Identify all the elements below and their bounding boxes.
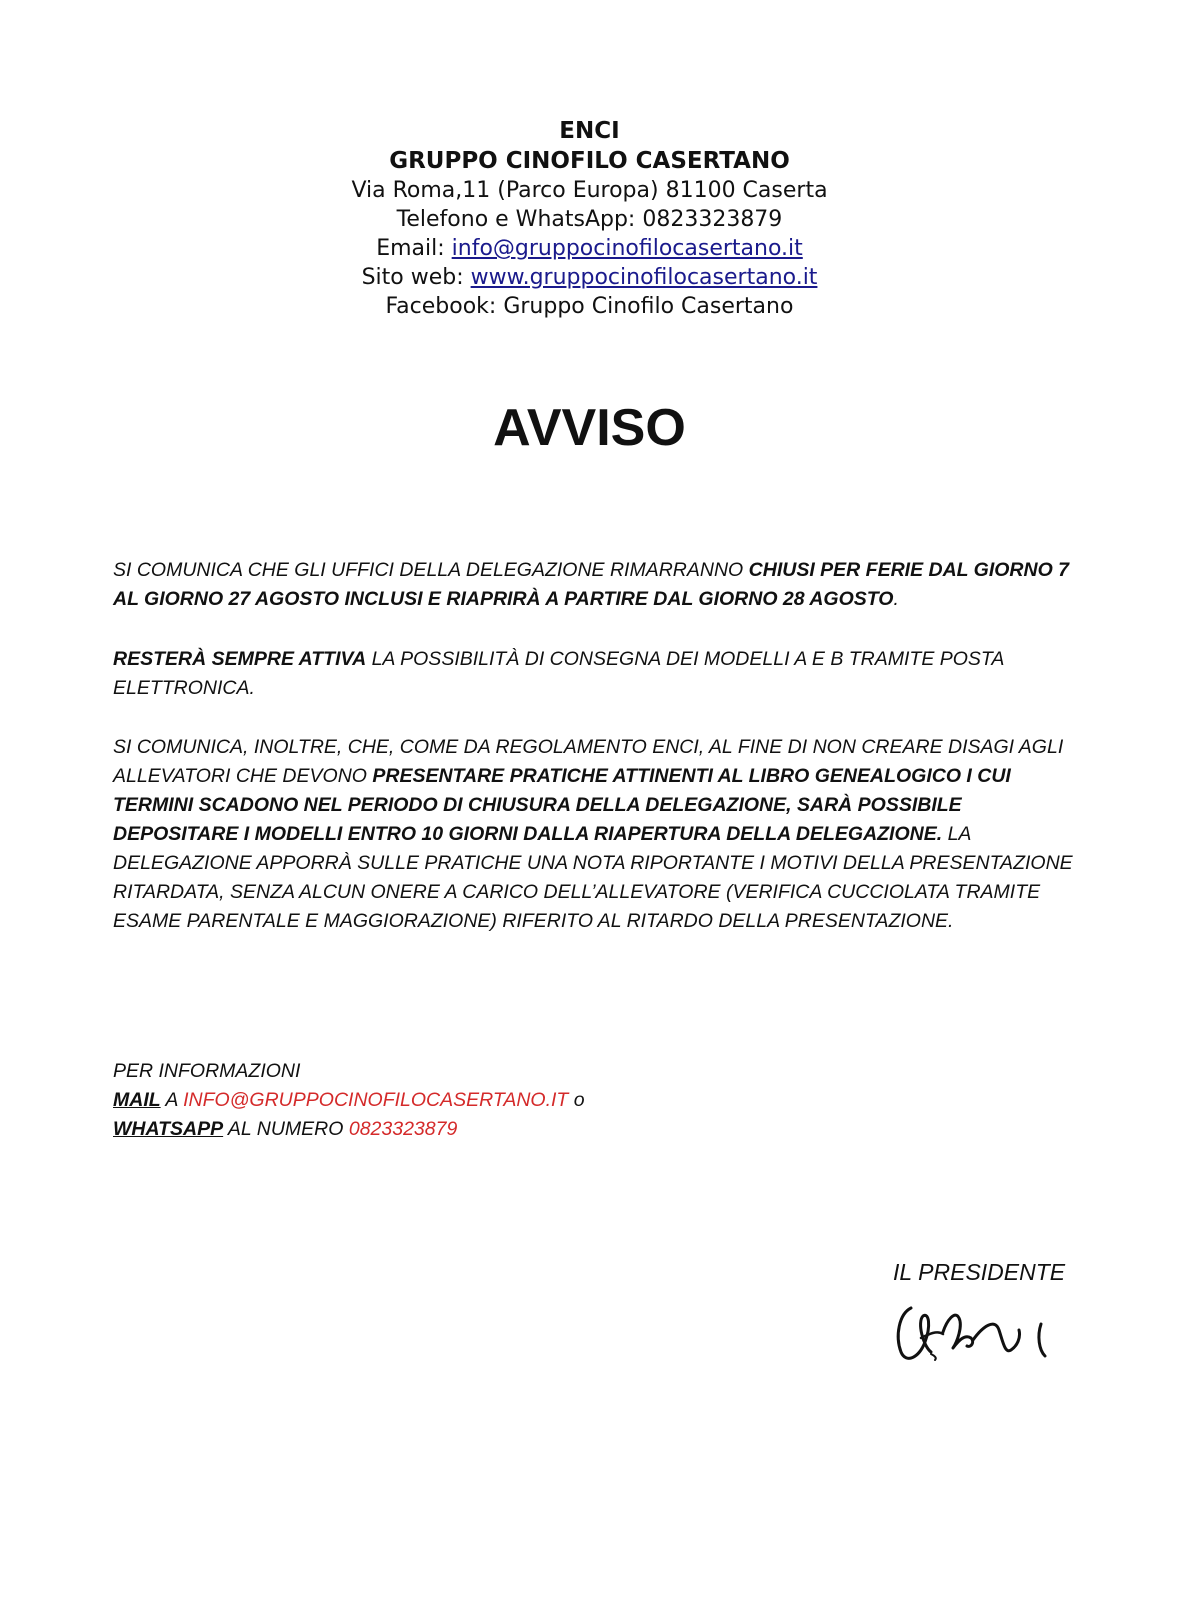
notice-title: AVVISO bbox=[493, 399, 686, 457]
whatsapp-number: 0823323879 bbox=[348, 1118, 458, 1140]
website-label: Sito web: bbox=[361, 265, 471, 290]
regulation-deadline: PRESENTARE PRATICHE ATTINENTI AL LIBRO GENEALOGICO I CUI TERMINI SCADONO NEL PERIODO DI CHIUSURA DELLA DELEGAZIONE, SARÀ POSSIBILE DEPOSITARE I MODELLI ENTRO 10 GIORNI DALLA RIAPERTURA DELLA DELEGAZIONE. bbox=[113, 765, 1011, 845]
email-line bbox=[0, 234, 1179, 263]
signer-role: IL PRESIDENTE bbox=[893, 1259, 1066, 1285]
whatsapp-line bbox=[113, 1115, 1073, 1144]
letterhead bbox=[0, 116, 1179, 321]
closure-paragraph bbox=[113, 556, 1073, 614]
org-short-name: ENCI bbox=[559, 118, 620, 144]
website-link[interactable]: www.gruppocinofilocasertano.it bbox=[470, 265, 818, 290]
mail-suffix: o bbox=[568, 1089, 585, 1111]
regulation-paragraph bbox=[113, 733, 1073, 936]
always-active-label: RESTERÀ SEMPRE ATTIVA bbox=[113, 648, 367, 670]
org-full-name: GRUPPO CINOFILO CASERTANO bbox=[389, 148, 790, 174]
handwritten-signature bbox=[893, 1290, 1068, 1370]
facebook-line: Facebook: Gruppo Cinofilo Casertano bbox=[385, 294, 794, 319]
email-link[interactable]: info@gruppocinofilocasertano.it bbox=[451, 236, 803, 261]
email-submission-text: LA POSSIBILITÀ DI CONSEGNA DEI MODELLI A E B TRAMITE POSTA ELETTRONICA. bbox=[113, 648, 1004, 699]
signature-block bbox=[893, 1258, 1113, 1286]
closure-text-end: . bbox=[893, 588, 899, 610]
info-heading: PER INFORMAZIONI bbox=[113, 1060, 301, 1082]
mail-prefix: A bbox=[160, 1089, 184, 1111]
mail-address: INFO@GRUPPOCINOFILOCASERTANO.IT bbox=[183, 1089, 569, 1111]
contact-info bbox=[113, 1057, 1073, 1144]
whatsapp-label: WHATSAPP bbox=[113, 1118, 224, 1140]
website-line bbox=[0, 263, 1179, 292]
closure-dates: CHIUSI PER FERIE DAL GIORNO 7 AL GIORNO 27 AGOSTO INCLUSI E RIAPRIRÀ A PARTIRE DAL GIORNO 28 AGOSTO bbox=[113, 559, 1070, 610]
email-submission-paragraph bbox=[113, 645, 1073, 703]
address: Via Roma,11 (Parco Europa) 81100 Caserta bbox=[351, 178, 828, 203]
closure-text-intro: SI COMUNICA CHE GLI UFFICI DELLA DELEGAZIONE RIMARRANNO bbox=[113, 559, 749, 581]
email-label: Email: bbox=[376, 236, 452, 261]
regulation-text-end: LA DELEGAZIONE APPORRÀ SULLE PRATICHE UNA NOTA RIPORTANTE I MOTIVI DELLA PRESENTAZIONE RITARDATA, SENZA ALCUN ONERE A CARICO DELL’ALLEVATORE (VERIFICA CUCCIOLATA TRAMITE ESAME PARENTALE E MAGGIORAZIONE) RIFERITO AL RITARDO DELLA PRESENTAZIONE. bbox=[113, 823, 1073, 932]
mail-label: MAIL bbox=[113, 1089, 161, 1111]
phone-line: Telefono e WhatsApp: 0823323879 bbox=[396, 207, 783, 232]
regulation-text-intro: SI COMUNICA, INOLTRE, CHE, COME DA REGOLAMENTO ENCI, AL FINE DI NON CREARE DISAGI AGLI ALLEVATORI CHE DEVONO bbox=[113, 736, 1064, 787]
whatsapp-prefix: AL NUMERO bbox=[223, 1118, 349, 1140]
mail-line bbox=[113, 1086, 1073, 1115]
